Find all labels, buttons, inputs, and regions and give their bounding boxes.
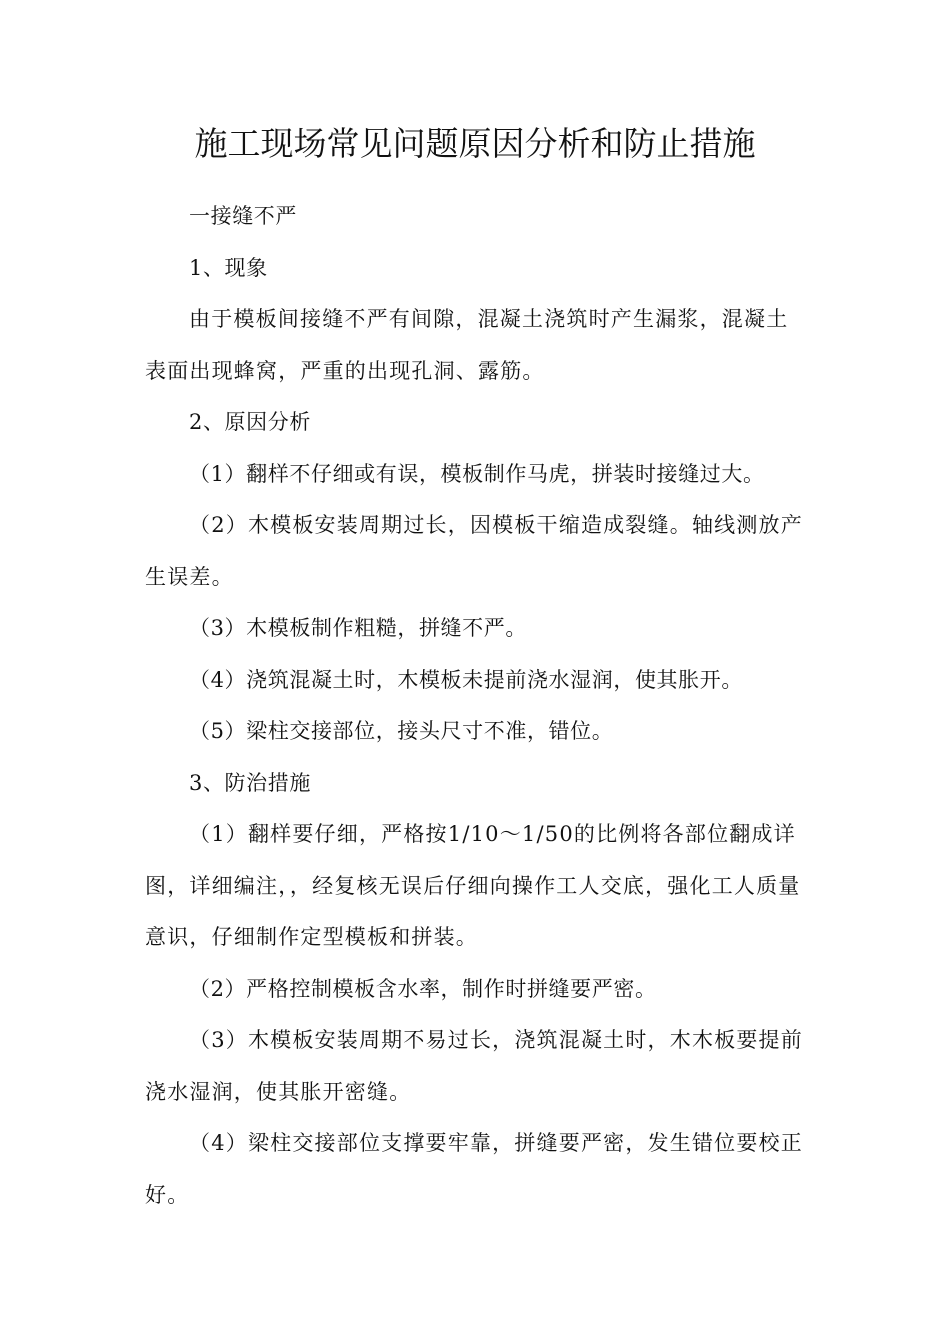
list-item: （2）严格控制模板含水率，制作时拼缝要严密。 xyxy=(189,976,657,1001)
list-item: （1）翻样不仔细或有误，模板制作马虎，拼装时接缝过大。 xyxy=(189,461,765,486)
list-item: （3）木模板制作粗糙，拼缝不严。 xyxy=(189,616,527,640)
list-item: （4）浇筑混凝土时，木模板未提前浇水湿润，使其胀开。 xyxy=(189,667,743,692)
document-body xyxy=(145,191,805,1221)
list-item: （1）翻样要仔细，严格按1/10～1/50的比例将各部位翻成详图，详细编注，，经复核无误后仔细向操作工人交底，强化工人质量意识，仔细制作定型模板和拼装。 xyxy=(145,822,801,949)
subsection-heading: 3、防治措施 xyxy=(189,770,311,795)
body-paragraph: 由于模板间接缝不严有间隙，混凝土浇筑时产生漏浆，混凝土表面出现蜂窝，严重的出现孔洞、露筋。 xyxy=(145,307,789,383)
list-item: （4）梁柱交接部位支撑要牢靠，拼缝要严密，发生错位要校正好。 xyxy=(145,1131,803,1207)
list-item: （2）木模板安装周期过长，因模板干缩造成裂缝。轴线测放产生误差。 xyxy=(145,513,803,589)
subsection-heading: 1、现象 xyxy=(189,255,268,280)
list-item: （5）梁柱交接部位，接头尺寸不准，错位。 xyxy=(189,719,614,743)
list-item: （3）木模板安装周期不易过长，浇筑混凝土时，木木板要提前浇水湿润，使其胀开密缝。 xyxy=(145,1028,803,1104)
document-title: 施工现场常见问题原因分析和防止措施 xyxy=(194,124,756,163)
section-heading: 一接缝不严 xyxy=(189,204,297,228)
subsection-heading: 2、原因分析 xyxy=(189,410,311,434)
